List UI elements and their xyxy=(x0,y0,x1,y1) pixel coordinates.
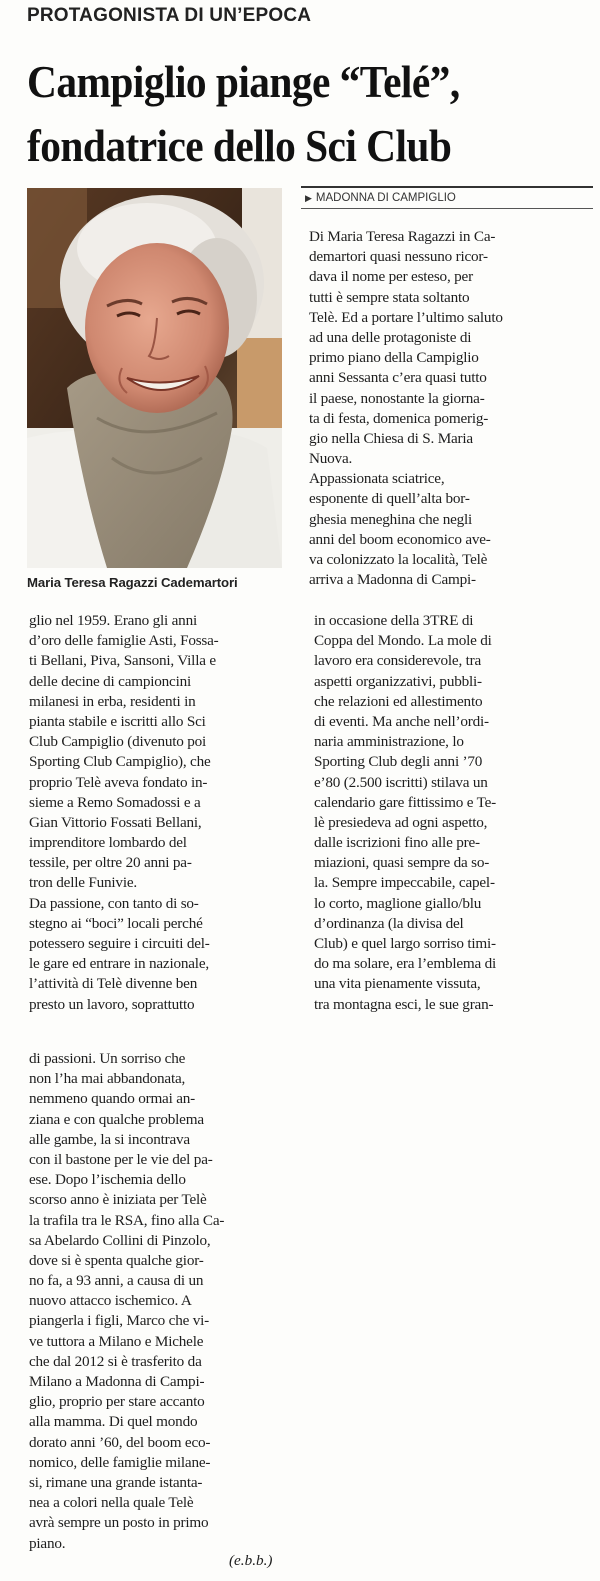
text-line: ve tuttora a Milano e Michele xyxy=(29,1332,204,1350)
text-line: non l’ha mai abbandonata, xyxy=(29,1070,186,1088)
text-line: dava il nome per esteso, per xyxy=(309,268,473,286)
text-line: miazioni, quasi sempre da so- xyxy=(314,854,490,872)
dateline xyxy=(301,186,593,209)
text-line: alla mamma. Di quel mondo xyxy=(29,1413,198,1431)
text-line: presto un lavoro, soprattutto xyxy=(29,995,195,1013)
text-line: ta di festa, domenica pomerig- xyxy=(309,409,489,427)
text-line: Appassionata sciatrice, xyxy=(309,470,445,488)
text-line: Nuova. xyxy=(309,450,353,468)
text-line: lavoro era considerevole, tra xyxy=(314,652,482,670)
text-line: la. Sempre impeccabile, capel- xyxy=(314,874,495,892)
text-line: e’80 (2.500 iscritti) stilava un xyxy=(314,773,488,791)
text-line: che dal 2012 si è trasferito da xyxy=(29,1352,202,1370)
text-line: va colonizzato la località, Telè xyxy=(309,551,488,568)
text-line: anni Sessanta c’era quasi tutto xyxy=(309,369,487,387)
dateline-arrow-icon: ▶ xyxy=(305,193,312,203)
text-line: Telè. Ed a portare l’ultimo saluto xyxy=(309,308,503,326)
text-line: nemmeno quando ormai an- xyxy=(29,1090,196,1108)
text-line: d’ordinanza (la divisa del xyxy=(314,914,464,932)
headline-line-1: Campiglio piange “Telé”, xyxy=(27,57,460,107)
dateline-text: MADONNA DI CAMPIGLIO xyxy=(315,192,456,204)
text-line: no fa, a 93 anni, a causa di un xyxy=(29,1272,204,1290)
text-line: milanesi in erba, residenti in xyxy=(29,692,196,710)
text-line: ese. Dopo l’ischemia dello xyxy=(29,1171,186,1189)
text-line: Da passione, con tanto di so- xyxy=(29,894,199,912)
text-line: nea a colori nella quale Telè xyxy=(29,1494,194,1512)
text-line: do ma solare, era l’emblema di xyxy=(314,955,497,973)
text-line: dove si è spenta qualche gior- xyxy=(29,1251,204,1269)
text-line: piangerla i figli, Marco che vi- xyxy=(29,1312,209,1330)
text-line: tra montagna esci, le sue gran- xyxy=(314,995,494,1013)
article-column-2 xyxy=(29,611,219,1015)
text-line: l’attività di Telè divenne ben xyxy=(29,975,198,993)
text-line: ziana e con qualche problema xyxy=(29,1110,204,1128)
article-kicker: PROTAGONISTA DI UN’EPOCA xyxy=(27,5,312,26)
text-line: proprio Telè aveva fondato in- xyxy=(29,773,208,791)
text-line: lè presiedeva ad ogni aspetto, xyxy=(314,813,488,831)
text-line: lo corto, maglione giallo/blu xyxy=(314,894,482,912)
text-line: Di Maria Teresa Ragazzi in Ca- xyxy=(309,228,496,245)
text-line: le gare ed entrare in nazionale, xyxy=(29,955,209,973)
author-signature: (e.b.b.) xyxy=(229,1552,273,1569)
text-line: una vita pienamente vissuta, xyxy=(314,975,481,993)
text-line: avrà sempre un posto in primo xyxy=(29,1514,209,1532)
text-line: demartori quasi nessuno ricor- xyxy=(309,248,488,266)
text-line: ti Bellani, Piva, Sansoni, Villa e xyxy=(29,652,216,670)
text-line: pianta stabile e iscritti allo Sci xyxy=(29,712,206,730)
text-line: Milano a Madonna di Campi- xyxy=(29,1373,205,1390)
text-line: delle decine di campioncini xyxy=(29,672,192,690)
article-headline xyxy=(27,50,551,178)
text-line: esponente di quell’alta bor- xyxy=(309,490,470,508)
article-column-1 xyxy=(309,227,503,590)
text-line: di eventi. Ma anche nell’ordi- xyxy=(314,712,489,730)
text-line: sa Abelardo Collini di Pinzolo, xyxy=(29,1231,211,1249)
text-line: gio nella Chiesa di S. Maria xyxy=(309,429,473,447)
text-line: che relazioni ed allestimento xyxy=(314,692,483,710)
text-line: Sporting Club degli anni ’70 xyxy=(314,753,483,771)
text-line: arriva a Madonna di Campi- xyxy=(309,571,476,589)
text-line: tutti è sempre stata soltanto xyxy=(309,288,470,306)
text-line: d’oro delle famiglie Asti, Fossa- xyxy=(29,632,219,650)
text-line: Sporting Club Campiglio), che xyxy=(29,753,211,771)
text-line: stegno ai “boci” locali perché xyxy=(29,914,203,932)
text-line: glio, proprio per stare accanto xyxy=(29,1393,205,1411)
text-line: la trafila tra le RSA, fino alla Ca- xyxy=(29,1211,225,1229)
text-line: Coppa del Mondo. La mole di xyxy=(314,632,492,650)
photo-caption: Maria Teresa Ragazzi Cademartori xyxy=(27,575,238,590)
text-line: nuovo attacco ischemico. A xyxy=(29,1292,192,1310)
text-line: Club) e quel largo sorriso timi- xyxy=(314,935,496,952)
text-line: scorso anno è iniziata per Telè xyxy=(29,1191,207,1209)
text-line: tessile, per oltre 20 anni pa- xyxy=(29,854,192,872)
text-line: potessero seguire i circuiti del- xyxy=(29,935,210,952)
text-line: in occasione della 3TRE di xyxy=(314,612,474,629)
text-line: anni del boom economico ave- xyxy=(309,530,491,548)
article-column-3 xyxy=(314,611,496,1015)
text-line: glio nel 1959. Erano gli anni xyxy=(29,612,197,629)
text-line: calendario gare fittissimo e Te- xyxy=(314,793,497,811)
text-line: Club Campiglio (divenuto poi xyxy=(29,733,207,751)
text-line: piano. xyxy=(29,1534,66,1552)
text-line: Gian Vittorio Fossati Bellani, xyxy=(29,813,202,831)
text-line: dorato anni ’60, del boom eco- xyxy=(29,1433,211,1451)
text-line: nomico, delle famiglie milane- xyxy=(29,1453,211,1471)
headline-line-2: fondatrice dello Sci Club xyxy=(27,121,452,171)
text-line: di passioni. Un sorriso che xyxy=(29,1050,186,1067)
text-line: si, rimane una grande istanta- xyxy=(29,1473,203,1491)
text-line: imprenditore lombardo del xyxy=(29,834,187,852)
text-line: ghesia meneghina che negli xyxy=(309,510,473,528)
text-line: alle gambe, la si incontrava xyxy=(29,1130,190,1148)
text-line: aspetti organizzativi, pubbli- xyxy=(314,672,482,690)
text-line: naria amministrazione, lo xyxy=(314,733,464,751)
text-line: sieme a Remo Somadossi e a xyxy=(29,793,201,811)
article-column-4 xyxy=(29,1049,224,1554)
text-line: dalle iscrizioni fino alle pre- xyxy=(314,834,480,852)
text-line: ad una delle protagoniste di xyxy=(309,328,472,346)
text-line: con il bastone per le vie del pa- xyxy=(29,1150,213,1168)
portrait-photo xyxy=(27,188,282,568)
text-line: primo piano della Campiglio xyxy=(309,349,479,367)
text-line: il paese, nonostante la giorna- xyxy=(309,389,485,407)
text-line: tron delle Funivie. xyxy=(29,874,137,892)
